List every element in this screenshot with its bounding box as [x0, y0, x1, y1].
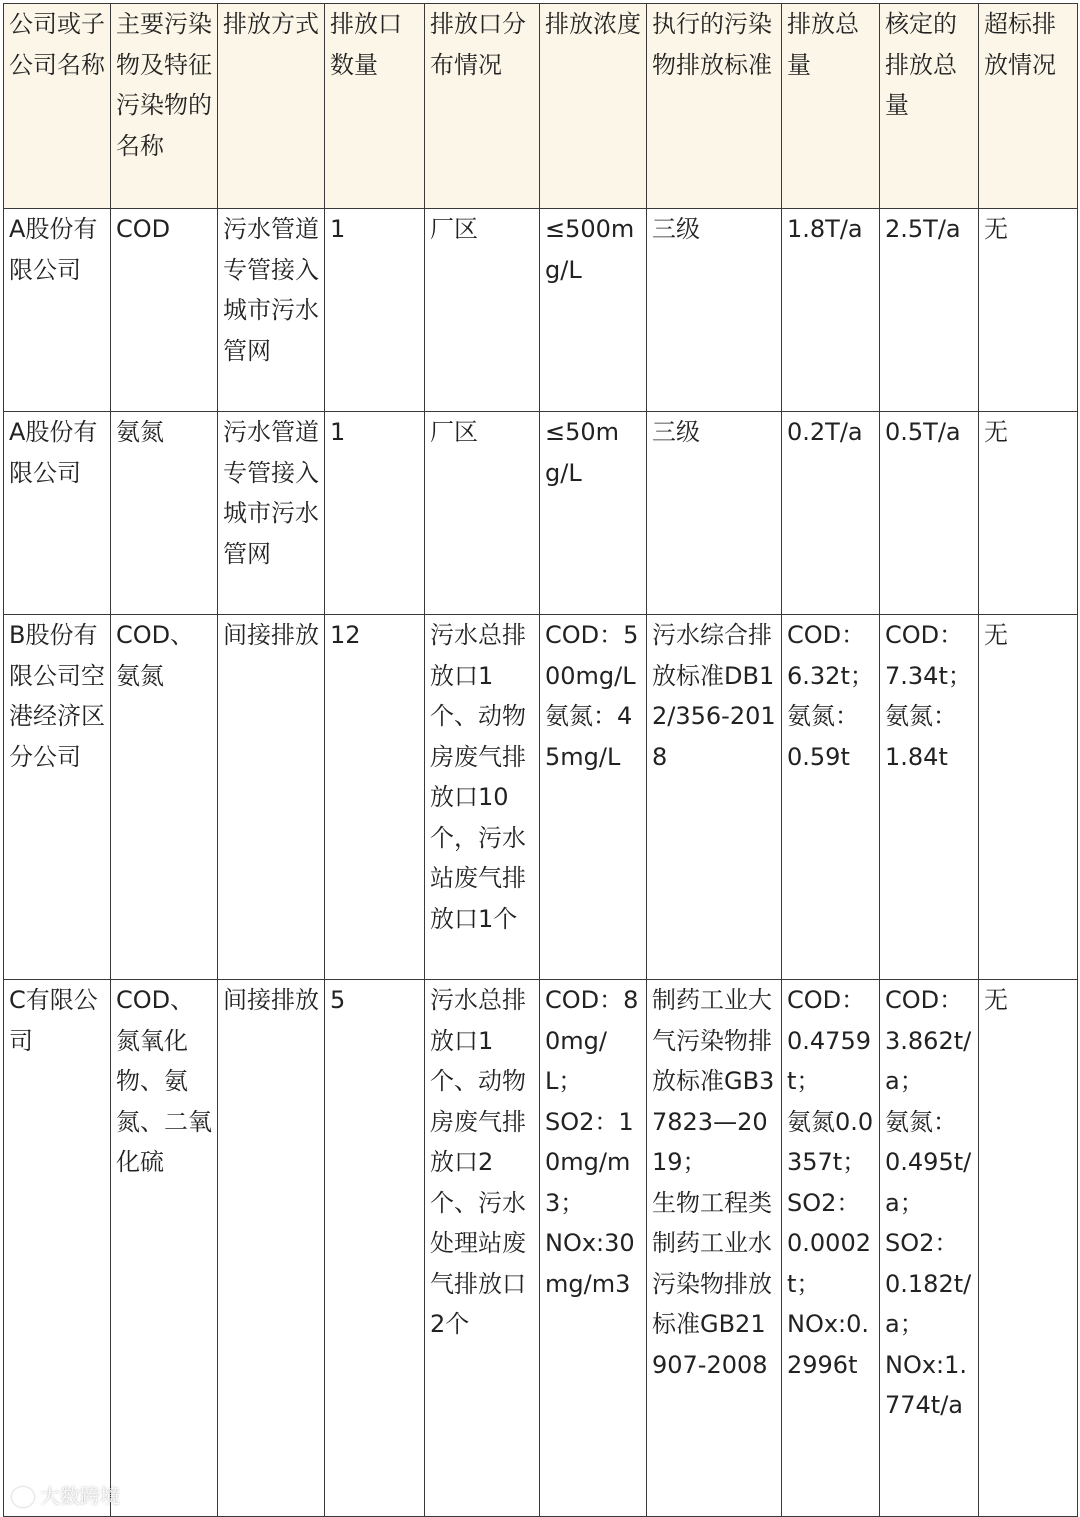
- approved-line: COD：3.862t/a；: [885, 986, 972, 1095]
- cell-company: B股份有限公司空港经济区分公司: [4, 615, 111, 980]
- cell-distribution: 厂区: [425, 412, 540, 615]
- header-cell-approved-total: 核定的排放总量: [880, 4, 979, 209]
- header-row: [4, 4, 1078, 209]
- concentration-line: COD：80mg/L；: [545, 986, 639, 1095]
- cell-standard: 污水综合排放标准DB12/356-2018: [647, 615, 782, 980]
- cell-company: A股份有限公司: [4, 209, 111, 412]
- emissions-table: [3, 3, 1078, 1517]
- total-line: COD：0.4759t；: [787, 986, 871, 1095]
- cell-distribution: 厂区: [425, 209, 540, 412]
- cell-pollutant: COD: [111, 209, 218, 412]
- header-cell-pollutant: 主要污染物及特征污染物的名称: [111, 4, 218, 209]
- cell-standard: [647, 980, 782, 1517]
- cell-distribution: 污水总排放口1个、动物房废气排放口10个，污水站废气排放口1个: [425, 615, 540, 980]
- total-line: NOx:0.2996t: [787, 1310, 870, 1379]
- header-cell-outlet-count: 排放口数量: [325, 4, 425, 209]
- total-line: SO2：0.0002t；: [787, 1188, 871, 1298]
- cell-total: 1.8T/a: [782, 209, 880, 412]
- watermark: [10, 1480, 120, 1509]
- cell-pollutant: COD、氮氧化物、氨氮、二氧化硫: [111, 980, 218, 1517]
- cell-exceed: 无: [979, 980, 1078, 1517]
- cell-pollutant: COD、氨氮: [111, 615, 218, 980]
- cell-exceed: 无: [979, 209, 1078, 412]
- cell-company: C有限公司: [4, 980, 111, 1517]
- cell-concentration: COD：500mg/L氨氮：45mg/L: [540, 615, 647, 980]
- cell-pollutant: 氨氮: [111, 412, 218, 615]
- cell-company: A股份有限公司: [4, 412, 111, 615]
- watermark-text: 大数跨境: [40, 1484, 120, 1508]
- standard-line: 生物工程类制药工业水污染物排放标准GB21907-2008: [652, 1188, 772, 1379]
- cell-exceed: 无: [979, 615, 1078, 980]
- cell-method: 间接排放: [218, 615, 325, 980]
- approved-line: 氨氮：0.495t/a；: [885, 1107, 972, 1217]
- cell-concentration: [540, 980, 647, 1517]
- cell-approved-total: COD：7.34t；氨氮：1.84t: [880, 615, 979, 980]
- concentration-line: NOx:30mg/m3: [545, 1229, 635, 1298]
- brand-logo-icon: [10, 1485, 36, 1505]
- cell-outlet-count: 12: [325, 615, 425, 980]
- cell-method: 污水管道专管接入城市污水管网: [218, 209, 325, 412]
- header-cell-company: 公司或子公司名称: [4, 4, 111, 209]
- header-cell-exceed: 超标排放情况: [979, 4, 1078, 209]
- cell-method: 间接排放: [218, 980, 325, 1517]
- header-cell-total: 排放总量: [782, 4, 880, 209]
- header-cell-standard: 执行的污染物排放标准: [647, 4, 782, 209]
- cell-concentration: ≤500mg/L: [540, 209, 647, 412]
- concentration-line: SO2：10mg/m3；: [545, 1107, 634, 1217]
- table-row: [4, 209, 1078, 412]
- cell-outlet-count: 1: [325, 209, 425, 412]
- total-line: 氨氮0.0357t；: [787, 1107, 874, 1176]
- cell-approved-total: [880, 980, 979, 1517]
- cell-total: [782, 980, 880, 1517]
- cell-standard: 三级: [647, 412, 782, 615]
- cell-approved-total: 0.5T/a: [880, 412, 979, 615]
- cell-total: 0.2T/a: [782, 412, 880, 615]
- cell-distribution: 污水总排放口1个、动物房废气排放口2个、污水处理站废气排放口2个: [425, 980, 540, 1517]
- cell-total: COD：6.32t；氨氮：0.59t: [782, 615, 880, 980]
- approved-line: SO2：0.182t/a；: [885, 1229, 972, 1338]
- standard-line: 制药工业大气污染物排放标准GB37823—2019；: [652, 986, 775, 1176]
- cell-outlet-count: 1: [325, 412, 425, 615]
- cell-exceed: 无: [979, 412, 1078, 615]
- header-cell-distribution: 排放口分布情况: [425, 4, 540, 209]
- cell-concentration: ≤50mg/L: [540, 412, 647, 615]
- cell-method: 污水管道专管接入城市污水管网: [218, 412, 325, 615]
- table-row: [4, 615, 1078, 980]
- cell-standard: 三级: [647, 209, 782, 412]
- header-cell-method: 排放方式: [218, 4, 325, 209]
- cell-approved-total: 2.5T/a: [880, 209, 979, 412]
- cell-outlet-count: 5: [325, 980, 425, 1517]
- table-row: [4, 412, 1078, 615]
- approved-line: NOx:1.774t/a: [885, 1350, 968, 1419]
- header-cell-concentration: 排放浓度: [540, 4, 647, 209]
- table-row: [4, 980, 1078, 1517]
